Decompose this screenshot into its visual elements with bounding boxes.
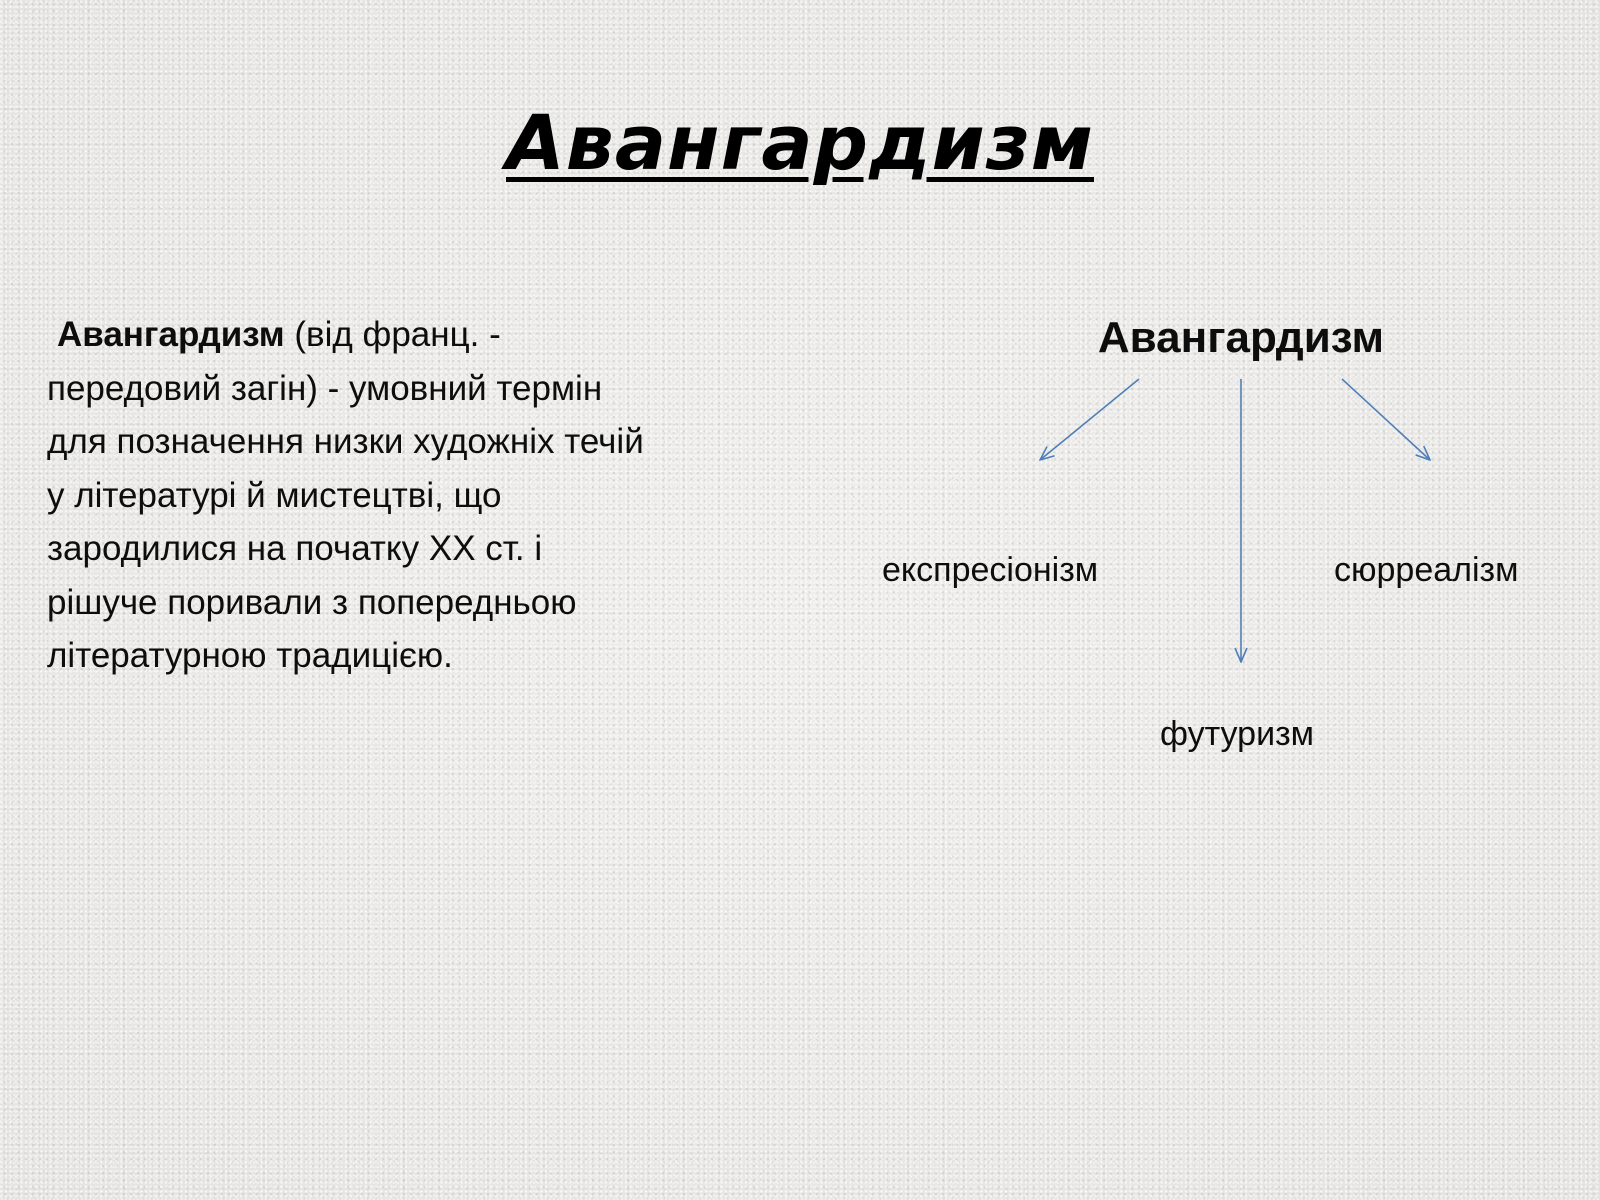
definition-text: [47, 308, 647, 683]
slide-title: Авангардизм: [505, 98, 1094, 187]
diagram-node-futurism: футуризм: [1160, 715, 1315, 753]
definition-term: Авангардизм: [57, 315, 285, 354]
diagram-node-expressionism: експресіонізм: [882, 551, 1099, 589]
definition-body: (від франц. - передовий загін) - умовний термін для позначення низки художніх течій у літературі й мистецтві, що зародилися на початку XX ст. і рішуче поривали з попередньою літературною традицією.: [47, 315, 644, 675]
arrow-to-surrealism: [1342, 379, 1430, 460]
diagram-node-surrealism: сюрреалізм: [1334, 551, 1519, 589]
diagram-root-node: Авангардизм: [1097, 313, 1385, 362]
arrow-to-expressionism: [1040, 379, 1139, 460]
